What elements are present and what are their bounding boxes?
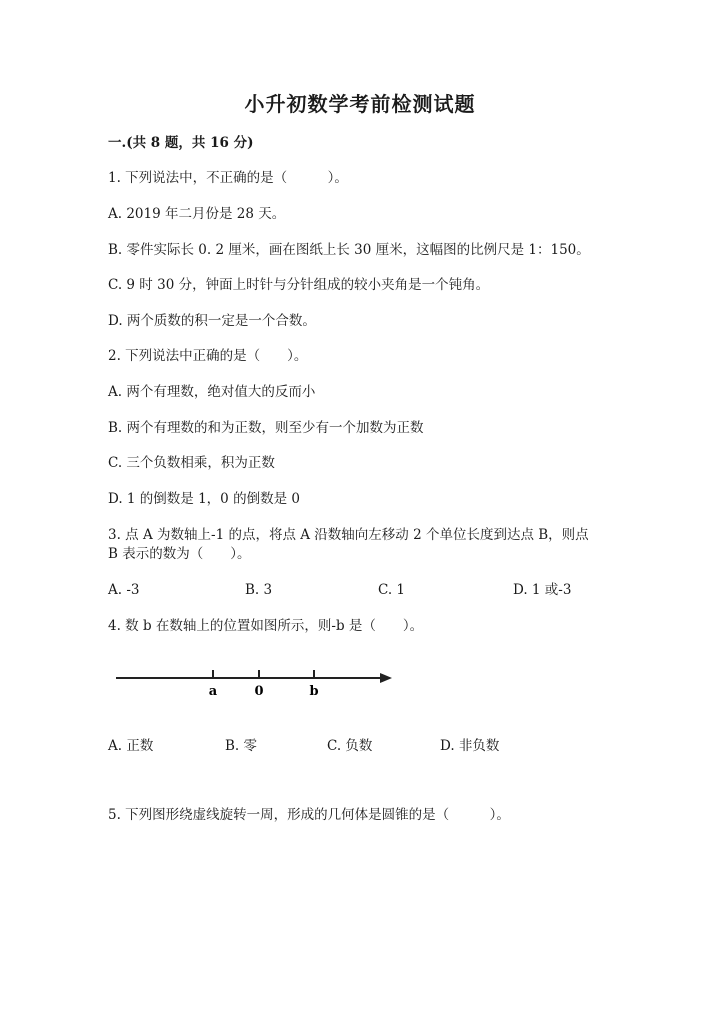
q3-stem-line1: 3. 点 A 为数轴上-1 的点，将点 A 沿数轴向左移动 2 个单位长度到达点 B，则点 [108,527,589,543]
q1-option-d: D. 两个质数的积一定是一个合数。 [108,313,316,329]
q1-option-b: B. 零件实际长 0. 2 厘米，画在图纸上长 30 厘米，这幅图的比例尺是 1：150。 [108,242,590,258]
label-a: a [208,684,218,699]
q2-option-d: D. 1 的倒数是 1，0 的倒数是 0 [108,491,300,507]
q4-stem: 4. 数 b 在数轴上的位置如图所示，则-b 是（ ）。 [108,618,424,634]
page-title: 小升初数学考前检测试题 [244,92,476,116]
q3-stem-line2: B 表示的数为（ ）。 [108,546,251,562]
q3-option-b: B. 3 [245,582,273,598]
q4-option-a: A. 正数 [108,738,154,754]
label-b: b [309,684,319,699]
q2-option-c: C. 三个负数相乘，积为正数 [108,455,275,471]
q1-option-c: C. 9 时 30 分，钟面上时针与分针组成的较小夹角是一个钝角。 [108,277,490,293]
number-line-figure [110,662,400,702]
q3-option-d: D. 1 或-3 [513,582,572,598]
q3-option-c: C. 1 [378,582,406,598]
q1-stem: 1. 下列说法中，不正确的是（ ）。 [108,170,348,186]
label-zero: 0 [254,684,264,699]
q2-stem: 2. 下列说法中正确的是（ ）。 [108,348,308,364]
section-heading: 一.(共 8 题，共 16 分) [108,135,254,151]
q2-option-a: A. 两个有理数，绝对值大的反而小 [108,384,316,400]
q5-stem: 5. 下列图形绕虚线旋转一周，形成的几何体是圆锥的是（ ）。 [108,807,510,823]
number-line-arrow-icon [380,673,392,683]
q4-option-c: C. 负数 [327,738,373,754]
q2-option-b: B. 两个有理数的和为正数，则至少有一个加数为正数 [108,420,424,436]
q3-option-a: A. -3 [108,582,140,598]
q4-option-d: D. 非负数 [440,738,500,754]
q4-option-b: B. 零 [225,738,258,754]
q1-option-a: A. 2019 年二月份是 28 天。 [108,206,286,222]
